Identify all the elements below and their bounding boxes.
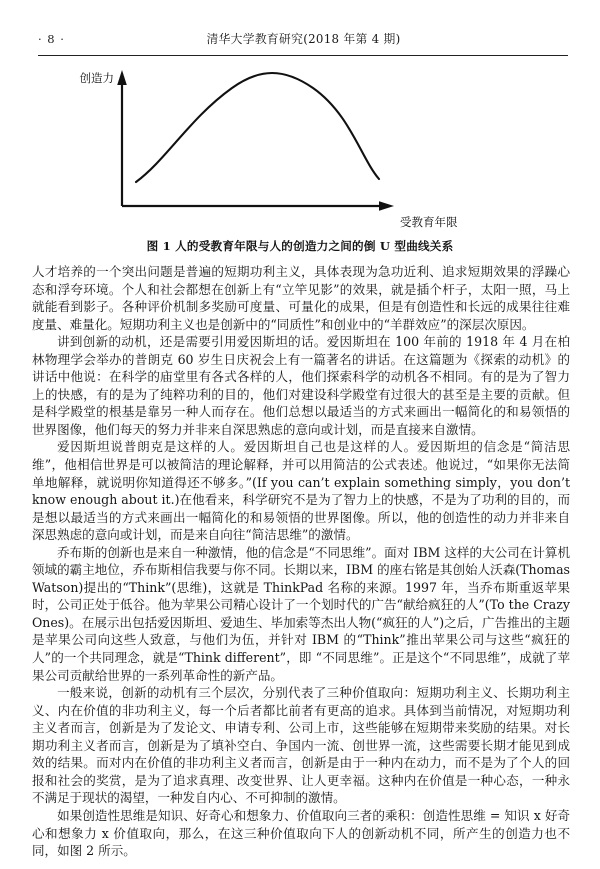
y-axis-label: 创造力: [79, 71, 114, 85]
figure-1: [0, 64, 600, 254]
paragraph-1: 人才培养的一个突出问题是普遍的短期功利主义，具体表现为急功近利、追求短期效果的浮躁心态和浮夸环境。个人和社会都想在创新上有“立竿见影”的效果，就是插个杆子，太阳一照，马上就能看到影子。各种评价机制多奖励可度量、可量化的成果，但是有创造性和长远的成果往往难度量、难量化。短期功利主义也是创新中的“同质性”和创业中的“羊群效应”的深层次原因。: [32, 264, 570, 332]
paragraph-2: 讲到创新的动机，还是需要引用爱因斯坦的话。爱因斯坦在 100 年前的 1918 年 4 月在柏林物理学会举办的普朗克 60 岁生日庆祝会上有一篇著名的讲话。在这篇题为《探索的动机》的讲话中他说：在科学的庙堂里有各式各样的人，他们探索科学的动机各不相同。有的是为了智力上的快感，有的是为了纯粹功利的目的，他们对建设科学殿堂有过很大的甚至是主要的贡献。但是科学殿堂的根基是靠另一种人而存在。他们总想以最适当的方式来画出一幅简化的和易领悟的世界图像，他们每天的努力并非来自深思熟虑的意向或计划，而是直接来自激情。: [32, 334, 570, 437]
paragraph-3: 爱因斯坦说普朗克是这样的人。爱因斯坦自己也是这样的人。爱因斯坦的信念是“简洁思维”，他相信世界是可以被简洁的理论解释，并可以用简洁的公式表述。他说过，“如果你无法简单地解释，就说明你知道得还不够多。”(If you can’t explain something simply，you don’t know enough about it.)在他看来，科学研究不是为了智力上的快感，不是为了功利的目的，而是想以最适当的方式来画出一幅简化的和易领悟的世界图像。所以，他的创造性的动力并非来自深思熟虑的意向或计划，而是来自向往“简洁思维”的激情。: [32, 439, 570, 543]
x-axis-label: 受教育年限: [400, 215, 458, 229]
page-header: [0, 0, 600, 52]
creativity-curve: [136, 73, 379, 182]
paragraph-5: 一般来说，创新的动机有三个层次，分别代表了三种价值取向：短期功利主义、长期功利主义、内在价值的非功利主义，每一个后者都比前者有更高的追求。具体到当前情况，对短期功利主义者而言，创新是为了发论文、申请专利、公司上市，这些能够在短期带来奖励的结果。对长期功利主义者而言，创新是为了填补空白、争国内一流、创世界一流，这些需要长期才能见到成效的结果。而对内在价值的非功利主义者而言，创新是由于一种内在动力，而不是为了个人的回报和社会的奖赏，是为了追求真理、改变世界、让人更幸福。这种内在价值是一种心态，一种永不满足于现状的渴望，一种发自内心、不可抑制的激情。: [32, 685, 570, 806]
header-divider: [38, 55, 568, 56]
page-number: · 8 ·: [38, 32, 65, 46]
paragraph-6: 如果创造性思维是知识、好奇心和想象力、价值取向三者的乘积：创造性思维 = 知识 x 好奇心和想象力 x 价值取向，那么，在这三种价值取向下人的创新动机不同，所产生的创造力也不同，如图 2 所示。: [32, 807, 570, 859]
x-axis-arrowhead: [379, 201, 394, 211]
y-axis-arrowhead: [117, 70, 127, 85]
paragraph-4: 乔布斯的创新也是来自一种激情，他的信念是“不同思维”。面对 IBM 这样的大公司在计算机领域的霸主地位，乔布斯相信我要与你不同。长期以来，IBM 的座右铭是其创始人沃森(Thomas Watson)提出的“Think”(思维)，这就是 ThinkPad 名称的来源。1997 年，当乔布斯重返苹果时，公司正处于低谷。他为苹果公司精心设计了一个划时代的广告“献给疯狂的人”(To the Crazy Ones)。在展示出包括爱因斯坦、爱迪生、毕加索等杰出人物(“疯狂的人”)之后，广告推出的主题是苹果公司向这些人致意，与他们为伍，并针对 IBM 的“Think”推出苹果公司与这些“疯狂的人”的一个共同理念，就是“Think different”，即 “不同思维”。正是这个“不同思维”，成就了苹果公司贡献给世界的一系列革命性的新产品。: [32, 544, 570, 683]
figure-caption: 图 1 人的受教育年限与人的创造力之间的倒 U 型曲线关系: [146, 239, 454, 253]
inverted-u-curve-chart: [70, 64, 530, 234]
journal-title: 清华大学教育研究(2018 年第 4 期): [206, 32, 401, 46]
article-body: [0, 263, 600, 860]
